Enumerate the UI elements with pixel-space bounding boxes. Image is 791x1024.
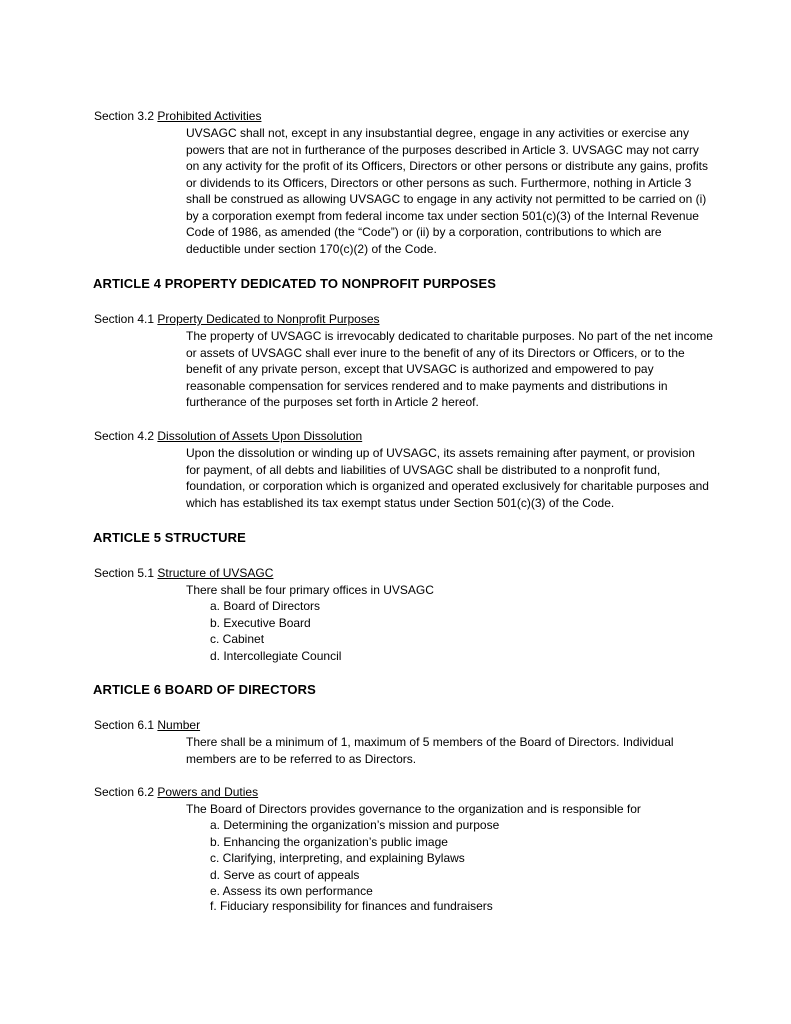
list-item: a. Determining the organization’s mission and purpose [210, 818, 500, 832]
paragraph-line: There shall be a minimum of 1, maximum of 5 members of the Board of Directors. Individual [186, 735, 674, 749]
paragraph-line: deductible under section 170(c)(2) of the Code. [186, 241, 437, 256]
section-6-2-heading [94, 784, 258, 801]
section-3-2-body [186, 125, 708, 257]
section-title: Property Dedicated to Nonprofit Purposes [157, 312, 380, 326]
paragraph-line: UVSAGC shall not, except in any insubstantial degree, engage in any activities or exercise any [186, 126, 689, 140]
paragraph-line: The property of UVSAGC is irrevocably dedicated to charitable purposes. No part of the net income [186, 329, 713, 343]
section-3-2-heading [94, 108, 261, 125]
section-title: Number [157, 718, 201, 732]
list-item: b. Enhancing the organization’s public image [210, 834, 448, 849]
paragraph-line: shall be construed as allowing UVSAGC to engage in any activity not permitted to be carried on (i) [186, 192, 707, 206]
list-item: c. Cabinet [210, 632, 265, 646]
section-5-1-intro: There shall be four primary offices in UVSAGC [186, 583, 434, 597]
list-item: d. Intercollegiate Council [210, 648, 342, 663]
paragraph-line: foundation, or corporation which is organized and operated exclusively for charitable purposes and [186, 479, 709, 493]
section-title: Dissolution of Assets Upon Dissolution [157, 429, 363, 443]
section-6-1-heading [94, 717, 200, 734]
section-title: Prohibited Activities [157, 109, 262, 123]
paragraph-line: Upon the dissolution or winding up of UVSAGC, its assets remaining after payment, or provision [186, 446, 695, 460]
section-4-1-body [186, 328, 713, 411]
paragraph-line: which has established its tax exempt status under Section 501(c)(3) of the Code. [186, 495, 615, 510]
paragraph-line: for payment, of all debts and liabilities of UVSAGC shall be distributed to a nonprofit fund, [186, 462, 661, 477]
section-number: Section 6.2 [94, 785, 155, 799]
article-4-heading: ARTICLE 4 PROPERTY DEDICATED TO NONPROFIT PURPOSES [93, 276, 496, 291]
section-number: Section 5.1 [94, 566, 155, 580]
article-5-heading: ARTICLE 5 STRUCTURE [93, 530, 246, 545]
paragraph-line: powers that are not in furtherance of the purposes described in Article 3. UVSAGC may not carry [186, 142, 699, 157]
paragraph-line: furtherance of the purposes set forth in Article 2 hereof. [186, 395, 479, 409]
list-item: d. Serve as court of appeals [210, 867, 360, 882]
section-5-1-heading [94, 565, 273, 582]
paragraph-line: reasonable compensation for services rendered and to make payments and distributions in [186, 378, 668, 393]
offices-list [210, 598, 341, 664]
section-4-2-body [186, 445, 709, 511]
list-item: e. Assess its own performance [210, 884, 373, 898]
section-number: Section 3.2 [94, 109, 155, 123]
duties-list [210, 817, 499, 914]
list-item: a. Board of Directors [210, 599, 321, 613]
section-title: Structure of UVSAGC [157, 566, 274, 580]
paragraph-line: Code of 1986, as amended (the “Code”) or (ii) by a corporation, contributions to which are [186, 225, 662, 239]
section-number: Section 4.2 [94, 429, 155, 443]
section-4-1-heading [94, 311, 380, 328]
section-number: Section 4.1 [94, 312, 155, 326]
paragraph-line: by a corporation exempt from federal income tax under section 501(c)(3) of the Internal Revenue [186, 208, 699, 223]
paragraph-line: or assets of UVSAGC shall ever inure to the benefit of any of its Directors or Officers, or to the [186, 345, 685, 360]
list-item: b. Executive Board [210, 615, 311, 630]
paragraph-line: benefit of any private person, except that UVSAGC is authorized and empowered to pay [186, 362, 654, 376]
section-6-1-body [186, 734, 674, 767]
list-item: f. Fiduciary responsibility for finances and fundraisers [210, 898, 493, 913]
article-6-heading: ARTICLE 6 BOARD OF DIRECTORS [93, 682, 316, 697]
paragraph-line: or dividends to its Officers, Directors or other persons as such. Furthermore, nothing in Article 3 [186, 175, 692, 190]
paragraph-line: on any activity for the profit of its Officers, Directors or other persons or distribute any gains, profits [186, 159, 708, 173]
paragraph-line: members are to be referred to as Directors. [186, 751, 417, 766]
section-number: Section 6.1 [94, 718, 155, 732]
section-6-2-intro: The Board of Directors provides governance to the organization and is responsible for [186, 802, 641, 816]
list-item: c. Clarifying, interpreting, and explaining Bylaws [210, 851, 465, 865]
section-4-2-heading [94, 428, 362, 445]
section-title: Powers and Duties [157, 785, 259, 799]
